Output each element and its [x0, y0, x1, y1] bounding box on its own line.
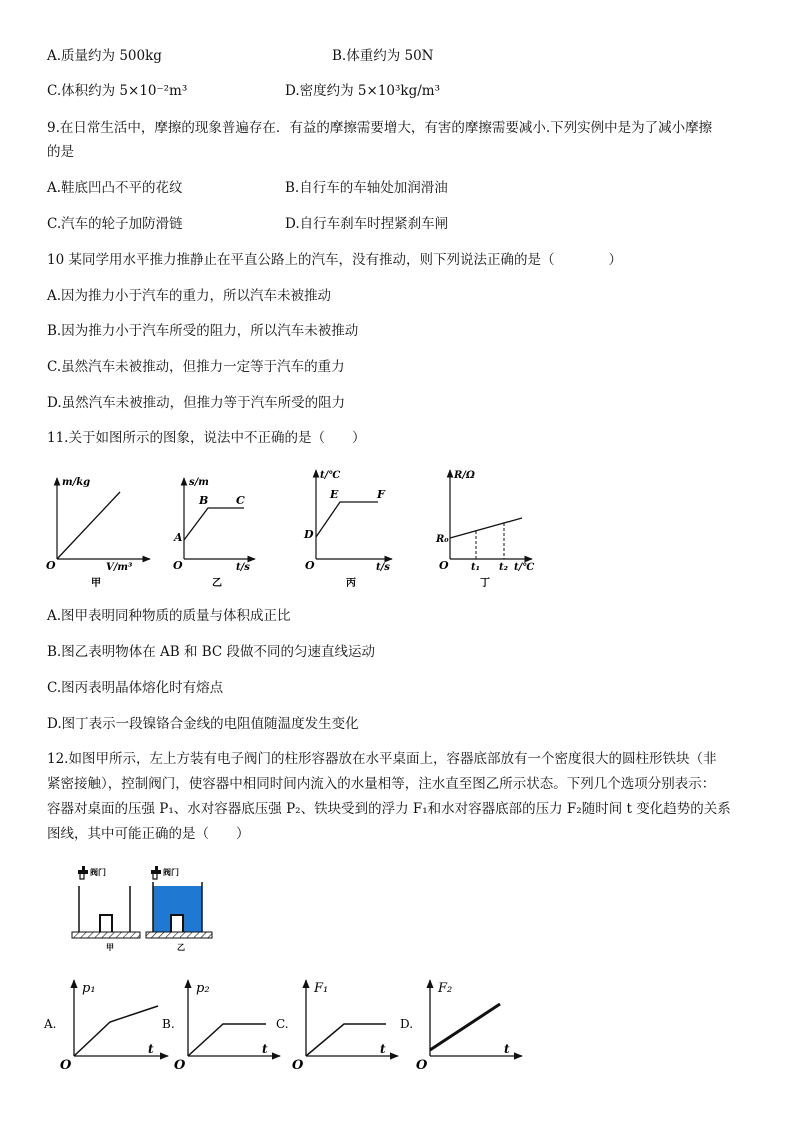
graph-ding-origin: O: [439, 559, 449, 572]
q9-stem-line1: 9.在日常生活中，摩擦的现象普遍存在．有益的摩擦需要增大，有害的摩擦需要减小.下列实例中是为了减小摩擦: [47, 120, 713, 136]
container-jia: [72, 866, 140, 952]
q8-option-a: A.质量约为 500kg: [47, 48, 162, 64]
option-a-letter: A.: [44, 1017, 57, 1031]
option-b-xlabel: t: [262, 1042, 268, 1056]
graph-bing-caption: 丙: [346, 578, 356, 589]
q11-option-a: A.图甲表明同种物质的质量与体积成正比: [47, 608, 291, 624]
q9-option-d: D.自行车刹车时捏紧刹车闸: [285, 216, 449, 232]
container-yi-caption: 乙: [177, 942, 185, 952]
container-jia-valve-label: 阀门: [90, 867, 106, 877]
graph-bing-xlabel: t/s: [376, 562, 390, 573]
option-a-ylabel: p₁: [82, 981, 96, 996]
graph-jia-ylabel: m/kg: [62, 477, 91, 488]
option-a-origin: O: [60, 1058, 72, 1073]
q10-stem: 10 某同学用水平推力推静止在平直公路上的汽车，没有推动，则下列说法正确的是（ ）: [47, 252, 622, 268]
q11-option-c: C.图丙表明晶体熔化时有熔点: [47, 680, 224, 696]
q12-stem-line3: 容器对桌面的压强 P₁、水对容器底压强 P₂、铁块受到的浮力 F₁和水对容器底部的压力 F₂随时间 t 变化趋势的关系: [47, 801, 731, 817]
graph-ding-xlabel: t/℃: [514, 562, 535, 573]
q9-option-a: A.鞋底凹凸不平的花纹: [47, 180, 183, 196]
q11-option-b: B.图乙表明物体在 AB 和 BC 段做不同的匀速直线运动: [47, 644, 376, 660]
container-yi-valve-label: 阀门: [163, 867, 179, 877]
option-a-xlabel: t: [148, 1042, 154, 1056]
option-d-curve: [430, 1004, 500, 1050]
graph-yi-point-b: B: [199, 494, 209, 507]
option-b-origin: O: [174, 1058, 186, 1073]
q9-stem-line2: 的是: [47, 144, 74, 160]
graph-jia-xlabel: V/m³: [106, 562, 133, 573]
option-graph-a: [43, 980, 168, 1073]
graph-ding-r0: R₀: [436, 534, 449, 545]
graph-ding-line: [450, 518, 522, 538]
q12-option-graphs: [40, 968, 530, 1076]
option-c-letter: C.: [276, 1017, 289, 1031]
graph-bing-ylabel: t/℃: [320, 470, 341, 481]
q9-option-c: C.汽车的轮子加防滑链: [47, 216, 183, 232]
graph-yi-xlabel: t/s: [236, 562, 250, 573]
option-b-ylabel: p₂: [196, 981, 210, 996]
iron-block-yi: [171, 915, 183, 932]
q11-graphs-figure: [40, 462, 560, 592]
q8-option-b: B.体重约为 50N: [332, 48, 434, 64]
graph-bing-origin: O: [305, 559, 315, 572]
graph-ding-ylabel: R/Ω: [454, 470, 475, 481]
iron-block-jia: [100, 915, 112, 932]
graph-bing-point-d: D: [304, 528, 314, 541]
container-jia-caption: 甲: [106, 942, 114, 952]
graph-bing: [303, 470, 392, 589]
q12-container-figure: [68, 858, 228, 958]
option-d-ylabel: F₂: [438, 981, 453, 996]
q11-stem: 11.关于如图所示的图象，说法中不正确的是（ ）: [47, 430, 366, 446]
q12-stem-line1: 12.如图甲所示，左上方装有电子阀门的柱形容器放在水平桌面上，容器底部放有一个密度很大的圆柱形铁块（非: [47, 751, 717, 767]
option-d-letter: D.: [400, 1017, 414, 1031]
q9-option-b: B.自行车的车轴处加润滑油: [285, 180, 448, 196]
graph-bing-line: [316, 502, 378, 537]
graph-jia-line: [57, 492, 120, 559]
graph-bing-point-f: F: [377, 488, 385, 501]
graph-yi-point-c: C: [236, 494, 245, 507]
container-yi: [146, 866, 212, 952]
graph-yi-point-a: A: [174, 531, 183, 544]
option-d-xlabel: t: [504, 1042, 510, 1056]
graph-jia-caption: 甲: [91, 578, 101, 589]
option-c-origin: O: [292, 1058, 304, 1073]
q10-option-b: B.因为推力小于汽车所受的阻力，所以汽车未被推动: [47, 323, 359, 339]
graph-ding-caption: 丁: [480, 578, 490, 589]
q12-stem-line2: 紧密接触），控制阀门，使容器中相同时间内流入的水量相等，注水直至图乙所示状态。下列几个选项分别表示：: [47, 776, 716, 792]
graph-jia: [46, 477, 150, 589]
graph-yi: [173, 477, 255, 589]
graph-bing-point-e: E: [330, 488, 339, 501]
graph-yi-ylabel: s/m: [189, 477, 209, 488]
option-c-curve: [306, 1024, 386, 1056]
option-graph-d: [400, 980, 522, 1073]
graph-ding-t2: t₂: [499, 562, 508, 573]
q11-option-d: D.图丁表示一段镍铬合金线的电阻值随温度发生变化: [47, 716, 359, 732]
graph-yi-caption: 乙: [212, 578, 222, 589]
graph-ding: [435, 470, 534, 589]
graph-ding-t1: t₁: [471, 562, 480, 573]
option-graph-c: [276, 980, 398, 1073]
option-c-xlabel: t: [380, 1042, 386, 1056]
graph-yi-origin: O: [173, 559, 183, 572]
option-b-curve: [188, 1024, 266, 1056]
q10-option-d: D.虽然汽车未被推动，但推力等于汽车所受的阻力: [47, 395, 346, 411]
q10-option-a: A.因为推力小于汽车的重力，所以汽车未被推动: [47, 288, 332, 304]
q8-option-c: C.体积约为 5×10⁻²m³: [47, 83, 188, 99]
graph-jia-origin: O: [46, 559, 56, 572]
option-a-curve: [74, 1006, 158, 1056]
option-d-origin: O: [416, 1058, 428, 1073]
graph-yi-line: [184, 508, 244, 540]
q8-option-d: D.密度约为 5×10³kg/m³: [285, 83, 440, 99]
q10-option-c: C.虽然汽车未被推动，但推力一定等于汽车的重力: [47, 359, 345, 375]
q12-stem-line4: 图线，其中可能正确的是（ ）: [47, 826, 250, 842]
option-b-letter: B.: [162, 1017, 175, 1031]
option-graph-b: [162, 980, 280, 1073]
option-c-ylabel: F₁: [314, 981, 329, 996]
